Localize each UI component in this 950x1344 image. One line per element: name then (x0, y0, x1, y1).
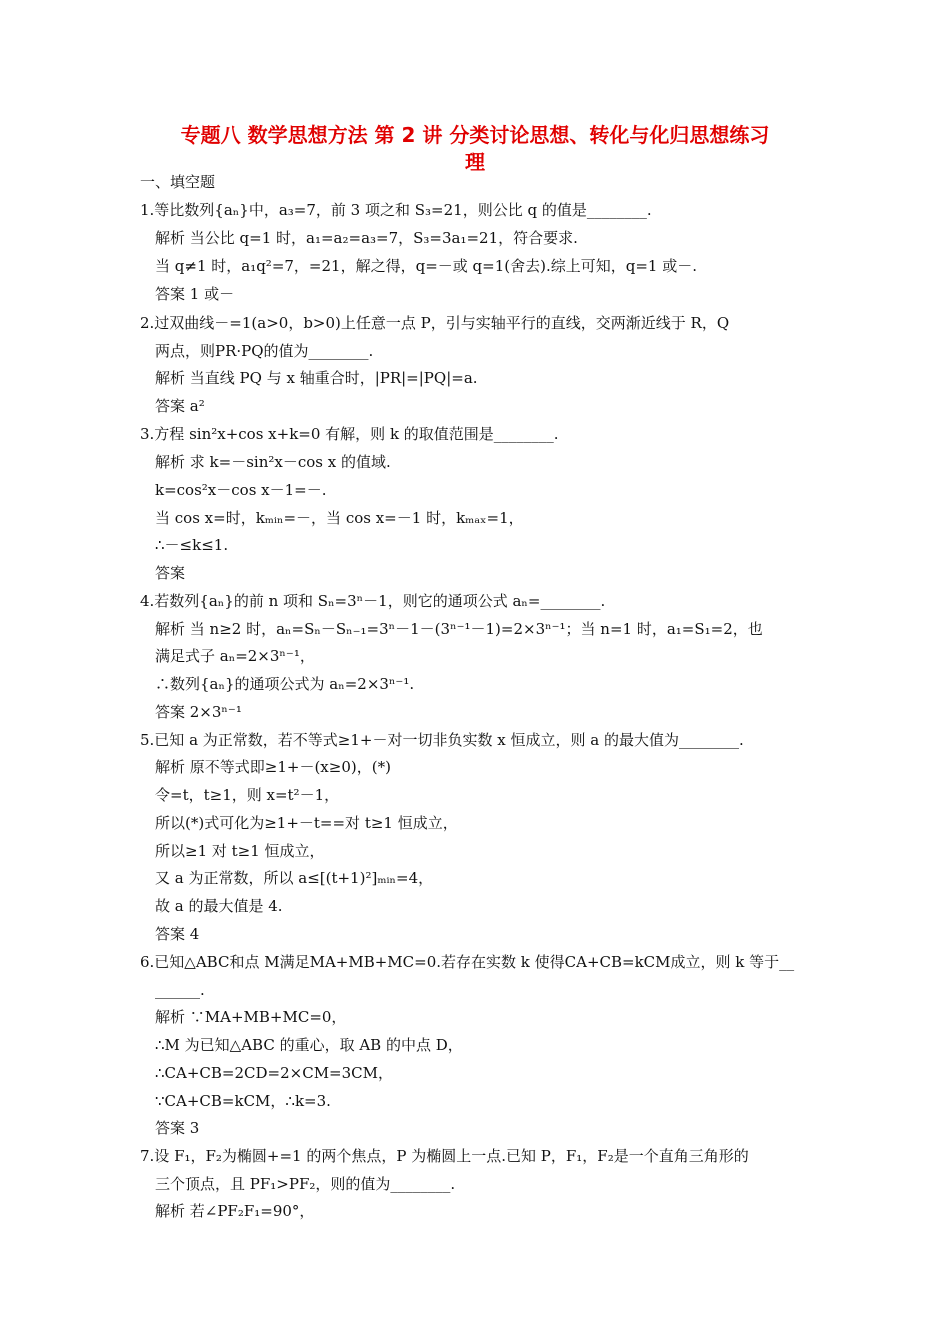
question-line: 1.等比数列{aₙ}中，a₃=7，前 3 项之和 S₃=21，则公比 q 的值是________. (140, 201, 652, 219)
text-line: 满足式子 aₙ=2×3ⁿ⁻¹， (155, 647, 315, 665)
text-line: 所以≥1 对 t≥1 恒成立， (155, 842, 325, 860)
text-line: 答案 2×3ⁿ⁻¹ (155, 703, 242, 721)
question-line: 7.设 F₁，F₂为椭圆+=1 的两个焦点，P 为椭圆上一点.已知 P，F₁，F₂是一个直角三角形的 (140, 1147, 749, 1165)
text-line: k=cos²x－cos x－1=－. (155, 481, 327, 499)
text-line: 解析 求 k=－sin²x－cos x 的值域. (155, 453, 391, 471)
text-line: 两点，则PR·PQ的值为________. (155, 342, 374, 360)
text-line: 令=t，t≥1，则 x=t²－1， (155, 786, 340, 804)
text-line: ∴CA+CB=2CD=2×CM=3CM， (155, 1064, 394, 1082)
text-line: 又 a 为正常数，所以 a≤[(t+1)²]ₘᵢₙ=4， (155, 869, 434, 887)
text-line: 所以(*)式可化为≥1+－t==对 t≥1 恒成立， (155, 814, 458, 832)
text-line: ∵CA+CB=kCM，∴k=3. (155, 1092, 331, 1110)
text-line: 答案 1 或－ (155, 285, 235, 303)
text-line: 当 cos x=时，kₘᵢₙ=－，当 cos x=－1 时，kₘₐₓ=1， (155, 509, 524, 527)
text-line: 答案 a² (155, 397, 205, 415)
question-line: 3.方程 sin²x+cos x+k=0 有解，则 k 的取值范围是________. (140, 425, 559, 443)
text-line: 答案 4 (155, 925, 200, 943)
section-heading: 一、填空题 (140, 173, 216, 191)
text-line: 解析 当公比 q=1 时，a₁=a₂=a₃=7，S₃=3a₁=21，符合要求. (155, 229, 578, 247)
text-line: 解析 原不等式即≥1+－(x≥0)，(*) (155, 758, 391, 776)
question-line: 6.已知△ABC和点 M满足MA+MB+MC=0.若存在实数 k 使得CA+CB=kCM成立，则 k 等于__ (140, 953, 795, 971)
page-title (120, 122, 830, 176)
text-line: 答案 (155, 564, 186, 582)
text-line: 当 q≠1 时，a₁q²=7，=21，解之得，q=－或 q=1(舍去).综上可知，q=1 或－. (155, 257, 697, 275)
question-line: 4.若数列{aₙ}的前 n 项和 Sₙ=3ⁿ－1，则它的通项公式 aₙ=________. (140, 592, 606, 610)
text-line: 三个顶点，且 PF₁>PF₂，则的值为________. (155, 1175, 456, 1193)
text-line: 解析 若∠PF₂F₁=90°， (155, 1202, 315, 1220)
text-line: 解析 当 n≥2 时，aₙ=Sₙ－Sₙ₋₁=3ⁿ－1－(3ⁿ⁻¹－1)=2×3ⁿ⁻¹；当 n=1 时，a₁=S₁=2，也 (155, 620, 763, 638)
question-line: 5.已知 a 为正常数，若不等式≥1+－对一切非负实数 x 恒成立，则 a 的最大值为________. (140, 731, 744, 749)
text-line: 故 a 的最大值是 4. (155, 897, 283, 915)
text-line: 解析 当直线 PQ 与 x 轴重合时，|PR|=|PQ|=a. (155, 369, 478, 387)
text-line: ∴M 为已知△ABC 的重心，取 AB 的中点 D， (155, 1036, 463, 1054)
title-line-1: 专题八 数学思想方法 第 2 讲 分类讨论思想、转化与化归思想练习 (180, 123, 770, 147)
text-line: 答案 3 (155, 1119, 200, 1137)
text-line: ∴－≤k≤1. (155, 536, 229, 554)
text-line: ______. (155, 981, 205, 999)
text-line: ∴数列{aₙ}的通项公式为 aₙ=2×3ⁿ⁻¹. (155, 675, 415, 693)
text-line: 解析 ∵MA+MB+MC=0， (155, 1008, 347, 1026)
title-line-2: 理 (465, 150, 485, 174)
question-line: 2.过双曲线－=1(a>0，b>0)上任意一点 P，引与实轴平行的直线，交两渐近线于 R，Q (140, 314, 730, 332)
